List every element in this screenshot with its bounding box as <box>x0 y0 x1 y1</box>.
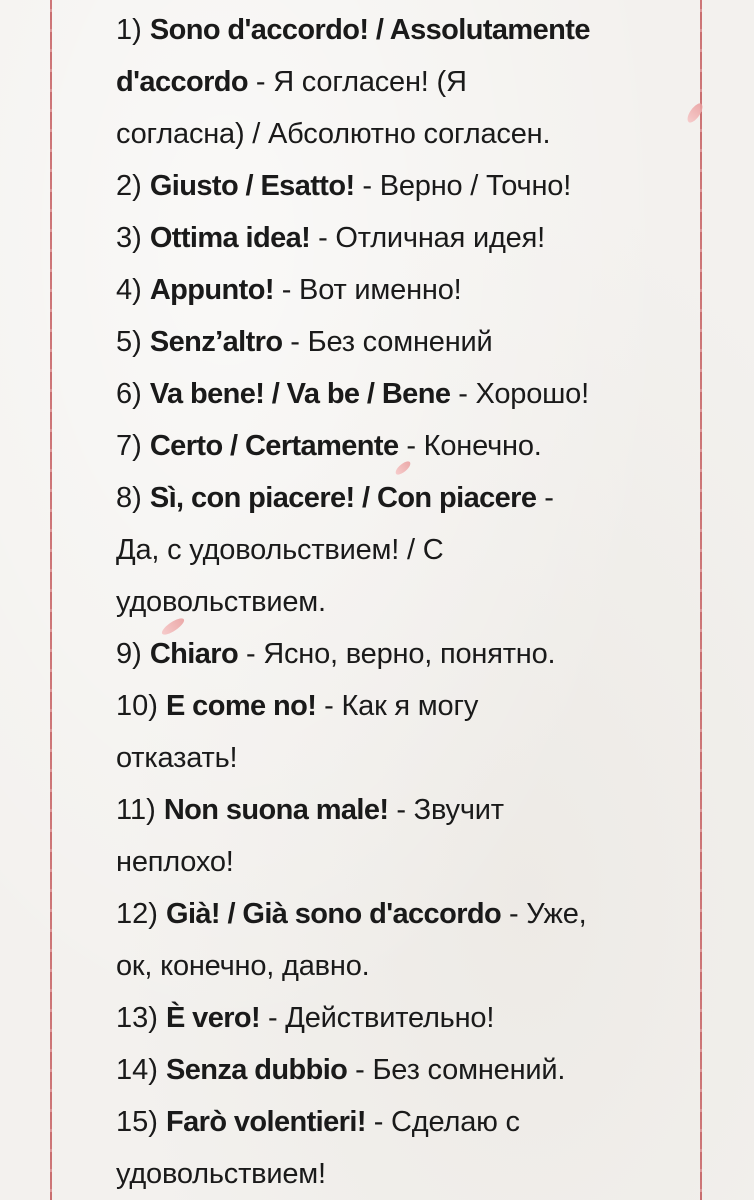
item-number: 13) <box>116 1002 166 1034</box>
right-margin-line <box>700 0 702 1200</box>
italian-phrase: 10) E come no! <box>116 690 317 722</box>
item-number: 14) <box>116 1054 166 1086</box>
phrase-line <box>116 264 696 316</box>
russian-translation: неплохо! <box>116 846 234 878</box>
phrase-line <box>116 420 696 472</box>
russian-translation: - Без сомнений. <box>347 1054 566 1086</box>
phrase-line <box>116 108 696 160</box>
phrase-line <box>116 368 696 420</box>
phrase-line <box>116 992 696 1044</box>
russian-translation: - <box>536 482 554 514</box>
russian-translation: отказать! <box>116 742 238 774</box>
russian-translation: - Верно / Точно! <box>354 170 572 202</box>
russian-translation: - Ясно, верно, понятно. <box>238 638 556 670</box>
russian-translation: согласна) / Абсолютно согласен. <box>116 118 551 150</box>
phrase-list <box>116 4 696 1200</box>
italian-phrase: 12) Già! / Già sono d'accordo <box>116 898 502 930</box>
russian-translation: - Отличная идея! <box>310 222 545 254</box>
phrase-line <box>116 576 696 628</box>
item-number: 11) <box>116 794 164 826</box>
russian-translation: - Сделаю с <box>365 1106 520 1138</box>
russian-translation: - Уже, <box>501 898 587 930</box>
italian-phrase: 7) Certo / Certamente <box>116 430 399 462</box>
item-number: 6) <box>116 378 150 410</box>
russian-translation: - Конечно. <box>398 430 542 462</box>
russian-translation: ок, конечно, давно. <box>116 950 370 982</box>
italian-phrase: 5) Senz’altro <box>116 326 283 358</box>
phrase-line <box>116 472 696 524</box>
item-number: 3) <box>116 222 150 254</box>
left-margin-line <box>50 0 52 1200</box>
phrase-line <box>116 732 696 784</box>
italian-phrase: 2) Giusto / Esatto! <box>116 170 355 202</box>
phrase-line <box>116 940 696 992</box>
phrase-line <box>116 1044 696 1096</box>
italian-phrase: 1) Sono d'accordo! / Assolutamente <box>116 14 590 46</box>
item-number: 9) <box>116 638 150 670</box>
italian-phrase: 3) Ottima idea! <box>116 222 311 254</box>
italian-phrase: d'accordo <box>116 66 249 98</box>
russian-translation: удовольствием! <box>116 1158 326 1190</box>
italian-phrase: 13) È vero! <box>116 1002 261 1034</box>
russian-translation: - Действительно! <box>260 1002 495 1034</box>
russian-translation: - Как я могу <box>316 690 479 722</box>
russian-translation: - Без сомнений <box>282 326 493 358</box>
phrase-line <box>116 160 696 212</box>
italian-phrase: 11) Non suona male! <box>116 794 389 826</box>
item-number: 8) <box>116 482 150 514</box>
item-number: 7) <box>116 430 150 462</box>
phrase-line <box>116 888 696 940</box>
phrase-line <box>116 524 696 576</box>
item-number: 12) <box>116 898 166 930</box>
phrase-line <box>116 784 696 836</box>
phrase-line <box>116 836 696 888</box>
phrase-line <box>116 680 696 732</box>
italian-phrase: 4) Appunto! <box>116 274 274 306</box>
italian-phrase: 6) Va bene! / Va be / Bene <box>116 378 451 410</box>
item-number: 10) <box>116 690 166 722</box>
phrase-line <box>116 628 696 680</box>
russian-translation: Да, с удовольствием! / С <box>116 534 444 566</box>
item-number: 5) <box>116 326 150 358</box>
item-number: 4) <box>116 274 150 306</box>
phrase-line <box>116 1096 696 1148</box>
phrase-line <box>116 316 696 368</box>
item-number: 15) <box>116 1106 166 1138</box>
italian-phrase: 8) Sì, con piacere! / Con piacere <box>116 482 537 514</box>
phrase-line <box>116 4 696 56</box>
russian-translation: - Хорошо! <box>450 378 589 410</box>
phrase-line <box>116 212 696 264</box>
russian-translation: - Звучит <box>388 794 504 826</box>
italian-phrase: 14) Senza dubbio <box>116 1054 348 1086</box>
russian-translation: удовольствием. <box>116 586 326 618</box>
item-number: 2) <box>116 170 150 202</box>
italian-phrase: 9) Chiaro <box>116 638 239 670</box>
russian-translation: - Я согласен! (Я <box>248 66 467 98</box>
italian-phrase: 15) Farò volentieri! <box>116 1106 366 1138</box>
phrase-line <box>116 56 696 108</box>
russian-translation: - Вот именно! <box>273 274 462 306</box>
phrase-line <box>116 1148 696 1200</box>
item-number: 1) <box>116 14 150 46</box>
